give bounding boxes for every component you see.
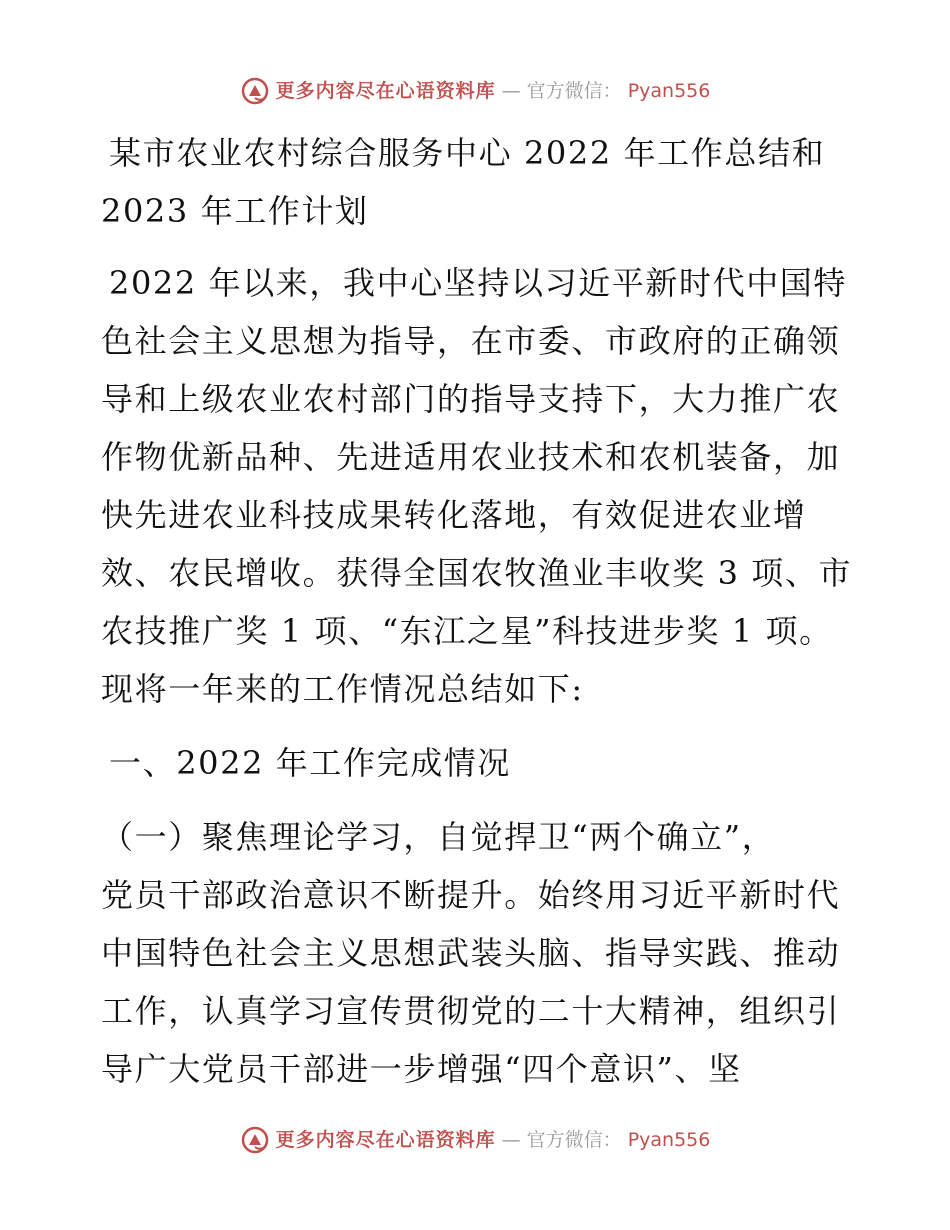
paragraph-line: 现将一年来的工作情况总结如下:: [101, 670, 584, 708]
watermark-text: 更多内容尽在心语资料库: [275, 1129, 496, 1151]
paragraph-line: 导广大党员干部进一步增强“四个意识”、坚: [101, 1050, 742, 1088]
paragraph-line: 农技推广奖 1 项、“东江之星”科技进步奖 1 项。: [101, 612, 833, 650]
paragraph-line: 导和上级农业农村部门的指导支持下，大力推广农: [101, 380, 841, 418]
watermark-wechat-label: 官方微信：: [526, 1129, 622, 1151]
intro-paragraph: [101, 254, 861, 718]
document-title-line-2: 2023 年工作计划: [101, 192, 369, 230]
paragraph-line: 效、农民增收。获得全国农牧渔业丰收奖 3 项、市: [101, 554, 853, 592]
watermark-separator: —: [501, 80, 521, 102]
paragraph-line: 中国特色社会主义思想武装头脑、指导实践、推动: [101, 934, 841, 972]
paragraph-line: 色社会主义思想为指导，在市委、市政府的正确领: [101, 322, 841, 360]
subsection-paragraph: [101, 808, 861, 1098]
watermark-wechat-id: Pyan556: [627, 1129, 711, 1151]
paragraph-line: （一）聚焦理论学习，自觉捍卫“两个确立”，: [101, 818, 776, 856]
paragraph-line: 党员干部政治意识不断提升。始终用习近平新时代: [101, 876, 841, 914]
paragraph-line: 作物优新品种、先进适用农业技术和农机装备，加: [101, 438, 841, 476]
watermark-wechat-id: Pyan556: [627, 80, 711, 102]
watermark-text: 更多内容尽在心语资料库: [275, 80, 496, 102]
paragraph-line: 快先进农业科技成果转化落地，有效促进农业增: [101, 496, 807, 534]
paragraph-line: 工作，认真学习宣传贯彻党的二十大精神，组织引: [101, 992, 841, 1030]
header-watermark: [0, 74, 950, 108]
brand-logo-icon: [240, 1125, 270, 1155]
paragraph-line: 2022 年以来，我中心坚持以习近平新时代中国特: [109, 264, 848, 302]
document-body: [101, 124, 861, 1098]
section-heading: 一、2022 年工作完成情况: [109, 744, 512, 782]
document-title-line-1: 某市农业农村综合服务中心 2022 年工作总结和: [109, 134, 826, 172]
watermark-wechat-label: 官方微信：: [526, 80, 622, 102]
brand-logo-icon: [240, 76, 270, 106]
watermark-separator: —: [501, 1129, 521, 1151]
footer-watermark: [0, 1123, 950, 1157]
